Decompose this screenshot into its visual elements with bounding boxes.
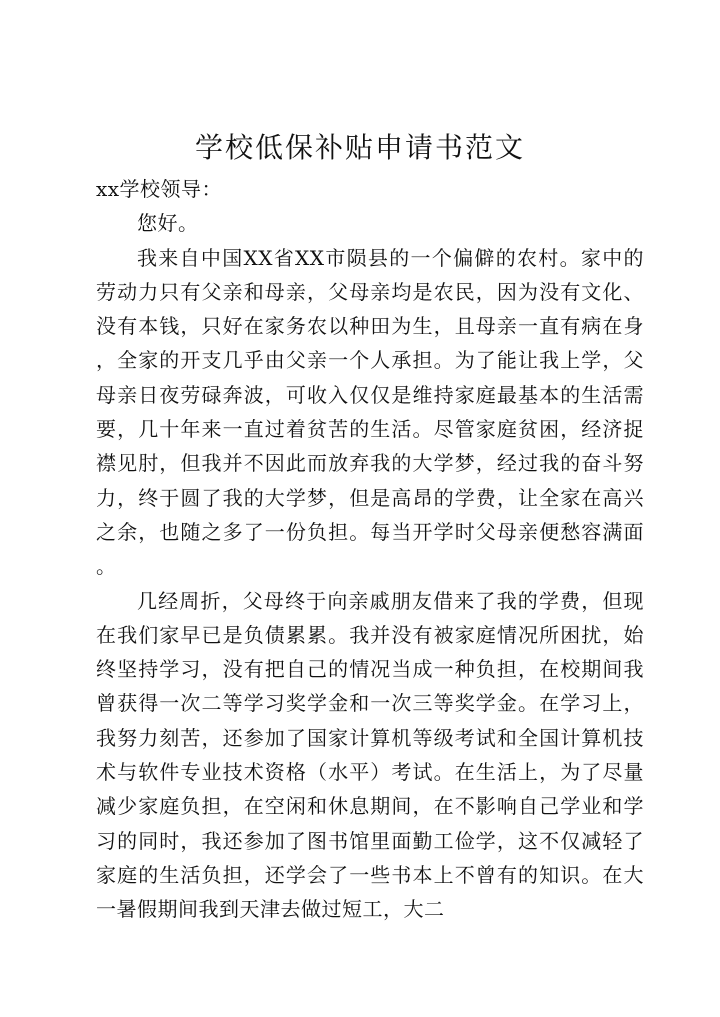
salutation: xx学校领导： — [96, 177, 223, 201]
document-body — [96, 172, 644, 927]
body-paragraph-family: 我来自中国XX省XX市陨县的一个偏僻的农村。家中的劳动力只有父亲和母亲，父母亲均是农民，因为没有文化、没有本钱，只好在家务农以种田为生，且母亲一直有病在身，全家的开支几乎由父亲一个人承担。为了能让我上学，父母亲日夜劳碌奔波，可收入仅仅是维持家庭最基本的生活需要，几十年来一直过着贫苦的生活。尽管家庭贫困，经济捉襟见肘，但我并不因此而放弃我的大学梦，经过我的奋斗努力，终于圆了我的大学梦，但是高昂的学费，让全家在高兴之余，也随之多了一份负担。每当开学时父母亲便愁容满面。 — [96, 245, 644, 579]
body-paragraph-study: 几经周折，父母终于向亲戚朋友借来了我的学费，但现在我们家早已是负债累累。我并没有被家庭情况所困扰，始终坚持学习，没有把自己的情况当成一种负担，在校期间我曾获得一次二等学习奖学金和一次三等奖学金。在学习上，我努力刻苦，还参加了国家计算机等级考试和全国计算机技术与软件专业技术资格（水平）考试。在生活上，为了尽量减少家庭负担，在空闲和休息期间，在不影响自己学业和学习的同时，我还参加了图书馆里面勤工俭学，这不仅减轻了家庭的生活负担，还学会了一些书本上不曾有的知识。在大一暑假期间我到天津去做过短工，大二 — [96, 588, 644, 922]
greeting-paragraph: 您好。 — [137, 211, 199, 236]
document-title: 学校低保补贴申请书范文 — [194, 131, 525, 164]
